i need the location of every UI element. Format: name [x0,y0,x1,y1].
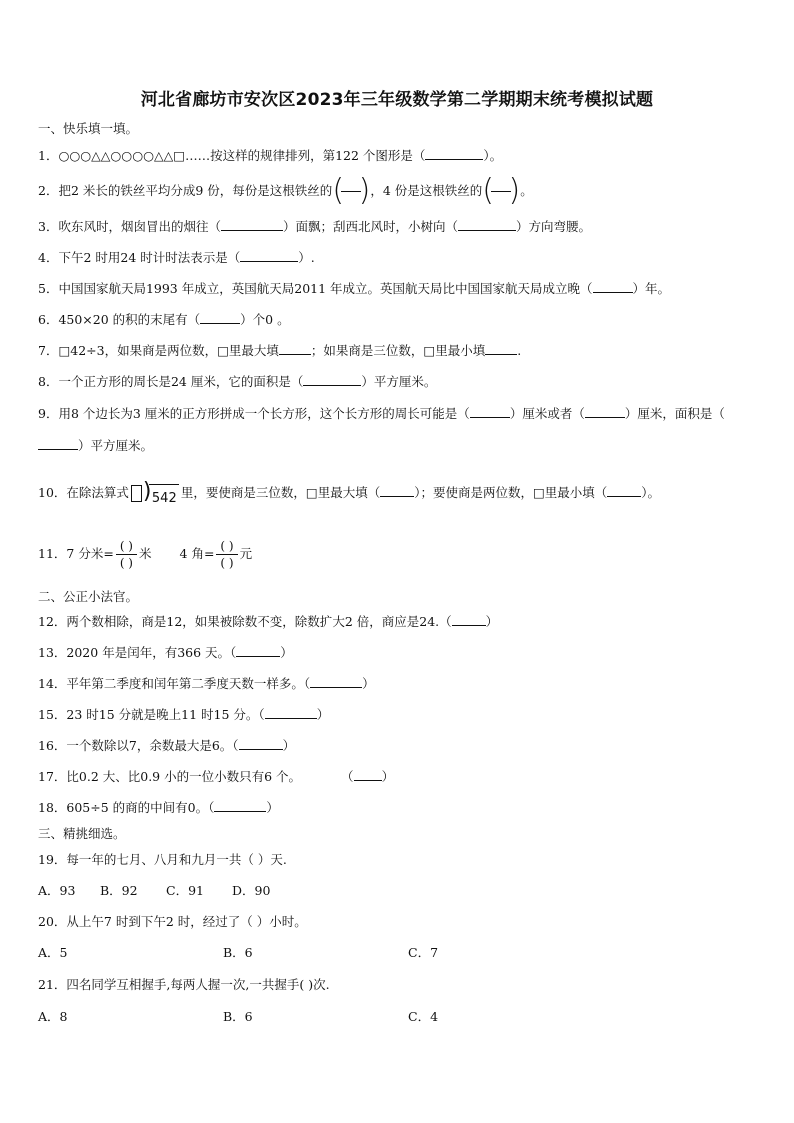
question-21: 21．四名同学互相握手,每两人握一次,一共握手( )次. [38,977,330,992]
answer-blank[interactable] [214,799,266,812]
answer-blank[interactable] [593,280,633,293]
question-16: 16．一个数除以7，余数最大是6。（ ） [38,738,296,753]
question-4: 4．下午2 时用24 时计时法表示是（ ）. [38,250,315,265]
fraction-blank[interactable]: ( ) [482,172,521,208]
question-5: 5．中国国家航天局1993 年成立，英国航天局2011 年成立。英国航天局比中国国家航天局成立晚（ ）年。 [38,281,671,296]
question-7: 7．□42÷3，如果商是两位数，□里最大填 ；如果商是三位数，□里最小填 . [38,343,522,358]
question-17: 17．比0.2 大、比0.9 小的一位小数只有6 个。 （ ） [38,769,395,784]
answer-blank[interactable] [485,342,517,355]
question-3: 3．吹东风时，烟囱冒出的烟往（ ）面飘；刮西北风时，小树向（ ）方向弯腰。 [38,219,591,234]
question-2: 2．把2 米长的铁丝平均分成9 份，每份是这根铁丝的 ( ) ，4 份是这根铁丝的 ( ) 。 [38,172,533,208]
answer-blank[interactable] [425,147,483,160]
digit-box[interactable] [131,485,142,502]
question-14: 14．平年第二季度和闰年第二季度天数一样多。（ ） [38,676,375,691]
section-heading-2: 二、公正小法官。 [38,589,139,604]
fraction-blank[interactable]: $\frac{( )}{( )}$ [216,538,237,571]
option-a[interactable]: A．5 [38,945,68,960]
option-c[interactable]: C．7 [408,945,439,960]
question-1: 1．○○○△△○○○○△△□……按这样的规律排列，第122 个图形是（ ）。 [38,148,503,163]
option-c[interactable]: C．91 [166,883,204,898]
question-12: 12．两个数相除，商是12，如果被除数不变，除数扩大2 倍，商应是24.（ ） [38,614,499,629]
answer-blank[interactable] [585,405,625,418]
answer-blank[interactable] [279,342,311,355]
section-heading-3: 三、精挑细选。 [38,826,126,841]
option-b[interactable]: B．92 [100,883,138,898]
option-c[interactable]: C．4 [408,1009,439,1024]
question-9: 9．用8 个边长为3 厘米的正方形拼成一个长方形，这个长方形的周长可能是（ ）厘米或者（ ）厘米，面积是（）平方厘米。 [38,406,725,453]
answer-blank[interactable] [265,706,317,719]
question-19: 19．每一年的七月、八月和九月一共（ ）天. [38,852,287,867]
question-20-options [38,944,438,962]
question-8: 8．一个正方形的周长是24 厘米，它的面积是（ ）平方厘米。 [38,374,437,389]
question-19-options [38,882,270,900]
answer-blank[interactable] [236,644,280,657]
option-b[interactable]: B．6 [223,945,253,960]
long-division-symbol: ) 542 [131,481,179,507]
question-18: 18．605÷5 的商的中间有0。（ ） [38,800,279,815]
question-21-options [38,1008,438,1026]
answer-blank[interactable] [240,249,298,262]
answer-blank[interactable] [303,373,361,386]
question-11: 11．7 分米= $\frac{( )}{( )}$ 米 4 角= $\frac{( )}{( )}$ 元 [38,539,253,570]
answer-blank[interactable] [452,613,486,626]
answer-blank[interactable] [310,675,362,688]
option-b[interactable]: B．6 [223,1009,253,1024]
answer-blank[interactable] [458,218,516,231]
answer-blank[interactable] [470,405,510,418]
answer-blank[interactable] [380,484,414,497]
answer-blank[interactable] [607,484,641,497]
option-a[interactable]: A．93 [38,883,76,898]
question-15: 15．23 时15 分就是晚上11 时15 分。（ ） [38,707,330,722]
question-6: 6．450×20 的积的末尾有（ ）个0 。 [38,312,290,327]
section-heading-1: 一、快乐填一填。 [38,121,139,136]
option-a[interactable]: A．8 [38,1009,68,1024]
answer-blank[interactable] [221,218,283,231]
answer-blank[interactable] [200,311,240,324]
answer-blank[interactable] [354,768,382,781]
answer-blank[interactable] [38,437,78,450]
option-d[interactable]: D．90 [232,883,271,898]
question-20: 20．从上午7 时到下午2 时，经过了（ ）小时。 [38,914,307,929]
question-13: 13．2020 年是闰年，有366 天。（ ） [38,645,293,660]
fraction-blank[interactable]: ( ) [332,172,371,208]
question-10: 10．在除法算式 ) 542 里，要使商是三位数，□里最大填（ ）；要使商是两位数，□里最小填（ ）。 [38,478,661,506]
fraction-blank[interactable]: $\frac{( )}{( )}$ [116,538,137,571]
page-title: 河北省廊坊市安次区2023年三年级数学第二学期期末统考模拟试题 [140,90,654,110]
answer-blank[interactable] [239,737,283,750]
